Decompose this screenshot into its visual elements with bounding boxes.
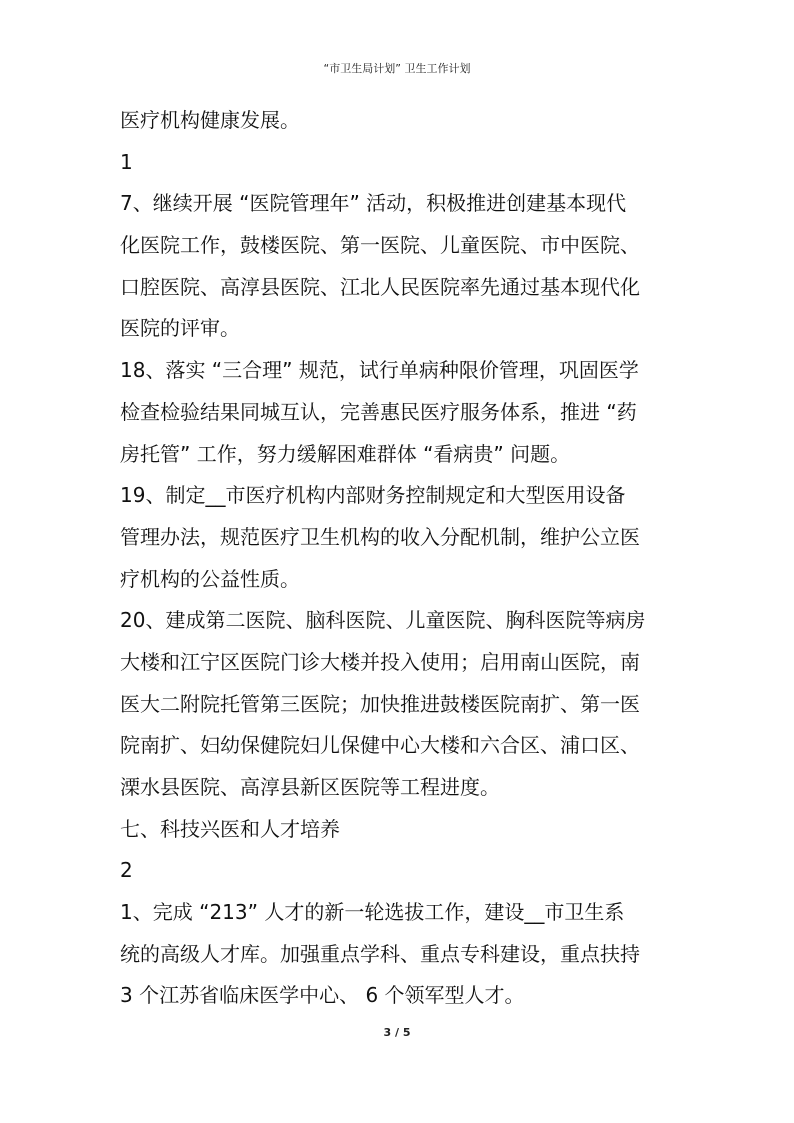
text-line: 2 [120, 858, 133, 883]
text-line: 医大二附院托管第三医院；加快推进鼓楼医院南扩、第一医 [120, 691, 640, 716]
text-line: 检查检验结果同城互认，完善惠民医疗服务体系，推进 “药 [120, 399, 637, 424]
text-line: 19、制定__市医疗机构内部财务控制规定和大型医用设备 [120, 483, 626, 508]
text-line: 房托管” 工作，努力缓解困难群体 “看病贵” 问题。 [120, 441, 571, 466]
text-line: 1 [120, 149, 133, 174]
text-line: 院南扩、妇幼保健院妇儿保健中心大楼和六合区、浦口区、 [120, 733, 640, 758]
text-line: 20、建成第二医院、脑科医院、儿童医院、胸科医院等病房 [120, 608, 646, 633]
text-line: 医院的评审。 [120, 316, 240, 341]
text-line: 1、完成 “213” 人才的新一轮选拔工作，建设__市卫生系 [120, 900, 625, 925]
document-body [120, 100, 690, 1017]
text-line: 疗机构的公益性质。 [120, 566, 300, 591]
text-line: 18、落实 “三合理” 规范，试行单病种限价管理，巩固医学 [120, 358, 639, 383]
page-number: 3 / 5 [383, 1026, 411, 1039]
text-line: 统的高级人才库。加强重点学科、重点专科建设，重点扶持 [120, 941, 640, 966]
text-line: 大楼和江宁区医院门诊大楼并投入使用；启用南山医院，南 [120, 649, 640, 674]
text-line: 管理办法，规范医疗卫生机构的收入分配机制，维护公立医 [120, 524, 640, 549]
text-line: 3 个江苏省临床医学中心、 6 个领军型人才。 [120, 983, 525, 1008]
text-line: 医疗机构健康发展。 [120, 108, 300, 132]
text-line: 化医院工作，鼓楼医院、第一医院、儿童医院、市中医院、 [120, 233, 640, 258]
section-heading: 七、科技兴医和人才培养 [120, 816, 340, 841]
text-line: 口腔医院、高淳县医院、江北人民医院率先通过基本现代化 [120, 274, 640, 299]
page-header: “市卫生局计划” 卫生工作计划 [323, 62, 471, 75]
text-line: 溧水县医院、高淳县新区医院等工程进度。 [120, 775, 500, 799]
text-line: 7、继续开展 “医院管理年” 活动，积极推进创建基本现代 [120, 191, 627, 216]
